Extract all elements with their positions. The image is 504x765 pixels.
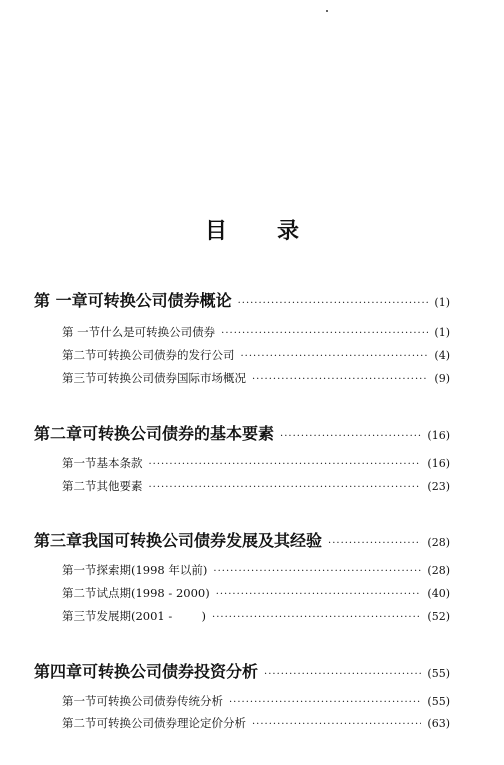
dot-leader bbox=[280, 431, 421, 442]
section-number: 第二节 bbox=[62, 586, 97, 600]
chapter-title: 我国可转换公司债券发展及其经验 bbox=[82, 531, 323, 550]
section-title: 发展期(2001 - ) bbox=[96, 609, 207, 623]
toc-section-4-2[interactable] bbox=[62, 715, 450, 731]
page-number: (40) bbox=[427, 587, 450, 600]
dot-leader bbox=[252, 719, 421, 730]
dot-leader bbox=[238, 298, 429, 309]
page-number: (63) bbox=[427, 717, 450, 730]
section-number: 第三节 bbox=[62, 371, 97, 385]
section-title: 可转换公司债券的发行公司 bbox=[96, 348, 235, 362]
dot-leader bbox=[212, 612, 421, 623]
page-number: (9) bbox=[434, 372, 450, 385]
toc-section-3-2[interactable] bbox=[62, 585, 450, 601]
page-number: (52) bbox=[427, 610, 450, 623]
toc-section-3-3[interactable] bbox=[62, 608, 450, 624]
dot-leader bbox=[149, 482, 422, 493]
toc-chapter-3[interactable] bbox=[34, 528, 450, 551]
chapter-number: 第三章 bbox=[34, 531, 83, 550]
page-title bbox=[0, 214, 504, 245]
section-number: 第二节 bbox=[62, 348, 97, 362]
dot-leader bbox=[221, 328, 428, 339]
toc-section-3-1[interactable] bbox=[62, 562, 450, 578]
section-number: 第三节 bbox=[62, 609, 97, 623]
section-title: 什么是可转换公司债券 bbox=[100, 325, 216, 339]
chapter-number: 第四章 bbox=[34, 662, 83, 681]
page-number: (55) bbox=[427, 695, 450, 708]
section-title: 探索期(1998 年以前) bbox=[96, 563, 208, 577]
section-number: 第 一节 bbox=[62, 325, 101, 339]
toc-section-1-3[interactable] bbox=[62, 370, 450, 386]
chapter-number: 第 一章 bbox=[34, 291, 88, 310]
dot-leader bbox=[229, 697, 421, 708]
toc-section-2-2[interactable] bbox=[62, 478, 450, 494]
toc-section-1-1[interactable] bbox=[62, 324, 450, 340]
toc-section-1-2[interactable] bbox=[62, 347, 450, 363]
title-char-2: 录 bbox=[277, 219, 300, 244]
dot-leader bbox=[241, 351, 429, 362]
page-number: (1) bbox=[434, 326, 450, 339]
page-number: (16) bbox=[427, 429, 450, 442]
dot-leader bbox=[328, 538, 421, 549]
page-number: (16) bbox=[427, 457, 450, 470]
dot-leader bbox=[213, 566, 421, 577]
section-title: 其他要素 bbox=[96, 479, 143, 493]
section-number: 第一节 bbox=[62, 694, 97, 708]
chapter-number: 第二章 bbox=[34, 424, 83, 443]
dot-leader bbox=[252, 374, 428, 385]
chapter-title: 可转换公司债券概论 bbox=[87, 291, 232, 310]
section-title: 可转换公司债券理论定价分析 bbox=[96, 716, 246, 730]
section-number: 第一节 bbox=[62, 563, 97, 577]
page-number: (1) bbox=[434, 296, 450, 309]
page-number: (28) bbox=[427, 536, 450, 549]
section-title: 试点期(1998 - 2000) bbox=[96, 586, 210, 600]
toc-chapter-2[interactable] bbox=[34, 421, 450, 444]
page-number: (23) bbox=[427, 480, 450, 493]
section-title: 可转换公司债券传统分析 bbox=[96, 694, 223, 708]
toc-chapter-1[interactable] bbox=[34, 288, 450, 311]
toc-chapter-4[interactable] bbox=[34, 659, 450, 682]
section-title: 基本条款 bbox=[96, 456, 143, 470]
section-number: 第二节 bbox=[62, 716, 97, 730]
page-number: (4) bbox=[434, 349, 450, 362]
dot-leader bbox=[216, 589, 422, 600]
toc-section-4-1[interactable] bbox=[62, 693, 450, 709]
dot-leader bbox=[149, 459, 422, 470]
toc-section-2-1[interactable] bbox=[62, 455, 450, 471]
chapter-title: 可转换公司债券的基本要素 bbox=[82, 424, 275, 443]
section-number: 第一节 bbox=[62, 456, 97, 470]
title-char-1: 目 bbox=[204, 219, 227, 244]
dot-leader bbox=[264, 669, 421, 680]
section-number: 第二节 bbox=[62, 479, 97, 493]
section-title: 可转换公司债券国际市场概况 bbox=[96, 371, 246, 385]
page-number: (28) bbox=[427, 564, 450, 577]
page-number: (55) bbox=[427, 667, 450, 680]
chapter-title: 可转换公司债券投资分析 bbox=[82, 662, 259, 681]
scan-speck bbox=[326, 10, 328, 12]
